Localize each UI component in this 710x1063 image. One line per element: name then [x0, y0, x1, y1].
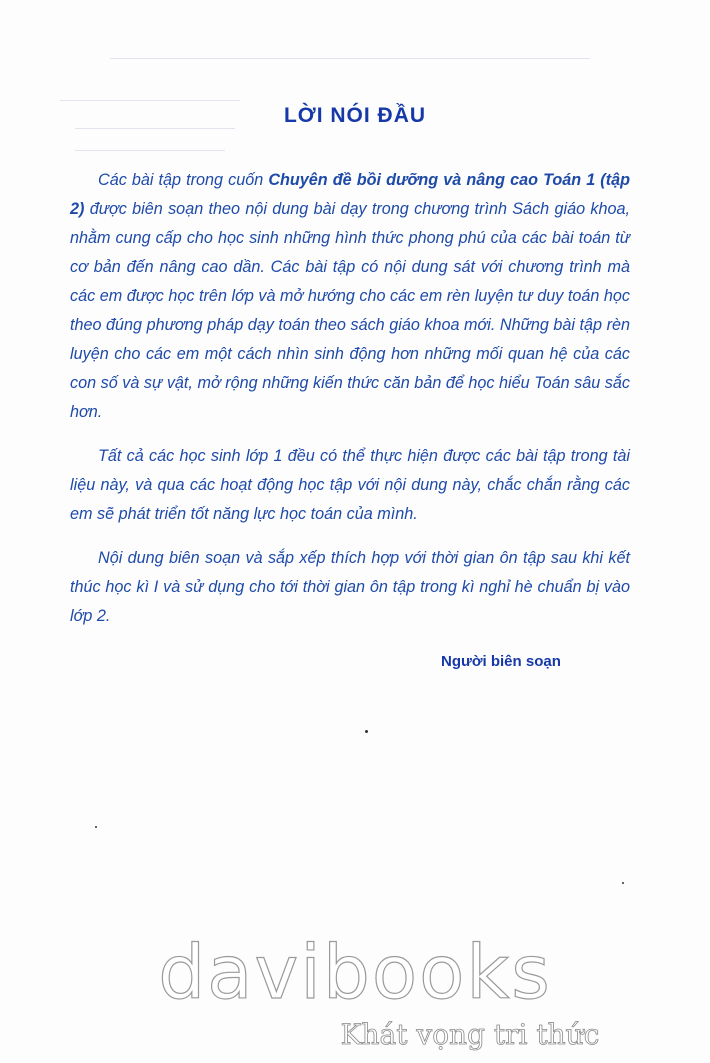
paragraph-1-rest: được biên soạn theo nội dung bài dạy trong chương trình Sách giáo khoa, nhằm cung cấp cho học sinh những hình thức phong phú của các bài toán từ cơ bản đến nâng cao dần. Các bài tập có nội dung sát với chương trình mà các em được học trên lớp và mở hướng cho các em rèn luyện tư duy toán học theo đúng phương pháp dạy toán theo sách giáo khoa mới. Những bài tập rèn luyện cho các em một cách nhìn sinh động hơn những mối quan hệ của các con số và sự vật, mở rộng những kiến thức căn bản để học hiểu Toán sâu sắc hơn. — [70, 200, 630, 421]
author-signature: Người biên soạn — [441, 653, 561, 670]
show-through-line — [110, 58, 590, 59]
show-through-line — [75, 150, 225, 151]
show-through-line — [75, 128, 235, 129]
ink-speck — [95, 826, 97, 828]
paragraph-3: Nội dung biên soạn và sắp xếp thích hợp với thời gian ôn tập sau khi kết thúc học kì I và sử dụng cho tới thời gian ôn tập trong kì nghỉ hè chuẩn bị vào lớp 2. — [70, 549, 630, 625]
ink-speck — [622, 882, 624, 884]
preface-body — [70, 166, 630, 646]
page-title: LỜI NÓI ĐẦU — [283, 104, 427, 127]
paragraph-1 — [70, 166, 630, 427]
watermark-brand: davibooks — [158, 930, 552, 1016]
paragraph-1-intro: Các bài tập trong cuốn — [98, 171, 269, 189]
paragraph-2: Tất cả các học sinh lớp 1 đều có thể thực hiện được các bài tập trong tài liệu này, và qua các hoạt động học tập với nội dung này, chắc chắn rằng các em sẽ phát triển tốt năng lực học toán của mình. — [70, 447, 630, 523]
ink-speck — [365, 730, 368, 733]
show-through-line — [60, 100, 240, 101]
watermark-tagline: Khát vọng tri thức — [340, 1018, 600, 1051]
book-title-bold: Chuyên đề bồi dưỡng và nâng cao Toán 1 (tập 2) — [70, 171, 630, 218]
